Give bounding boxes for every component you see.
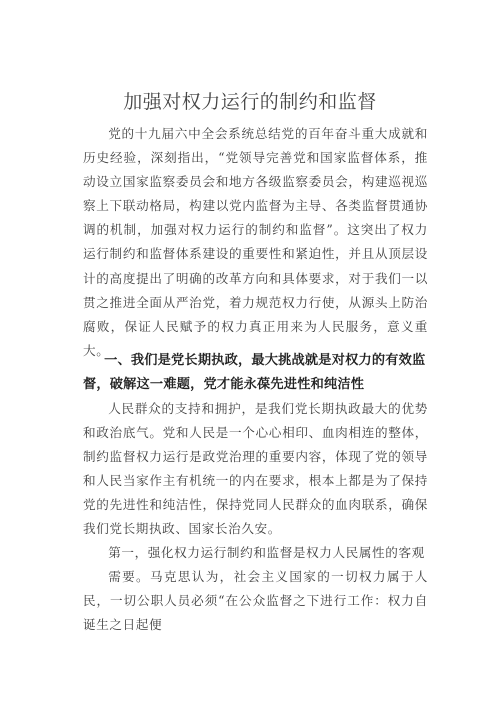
document-title: 加强对权力运行的制约和监督 <box>123 91 377 113</box>
subsection-paragraph: 需要。马克思认为，社会主义国家的一切权力属于人民，一切公职人员必须“在公众监督之下进行工作：权力自诞生之日起便 <box>83 569 428 633</box>
subsection-heading: 第一，强化权力运行制约和监督是权力人民属性的客观 <box>108 545 425 560</box>
section-heading: 一、我们是党长期执政，最大挑战就是对权力的有效监督，破解这一难题，党才能永葆先进性和纯洁性 <box>83 353 426 392</box>
intro-paragraph: 党的十九届六中全会系统总结党的百年奋斗重大成就和历史经验，深刻指出，“党领导完善党和国家监督体系，推动设立国家监察委员会和地方各级监察委员会，构建巡视巡察上下联动格局，构建以党内监督为主导、各类监督贯通协调的机制，加强对权力运行的制约和监督”。这突出了权力运行制约和监督体系建设的重要性和紧迫性，并且从顶层设计的高度提出了明确的改革方向和具体要求，对于我们一以贯之推进全面从严治党，着力规范权力行使，从源头上防治腐败，保证人民赋予的权力真正用来为人民服务，意义重大。 <box>83 126 428 358</box>
section-paragraph: 人民群众的支持和拥护，是我们党长期执政最大的优势和政治底气。党和人民是一个心心相印、血肉相连的整体，制约监督权力运行是政党治理的重要内容，体现了党的领导和人民当家作主有机统一的内在要求，根本上都是为了保持党的先进性和纯洁性，保持党同人民群众的血肉联系，确保我们党长期执政、国家长治久安。 <box>83 401 428 537</box>
